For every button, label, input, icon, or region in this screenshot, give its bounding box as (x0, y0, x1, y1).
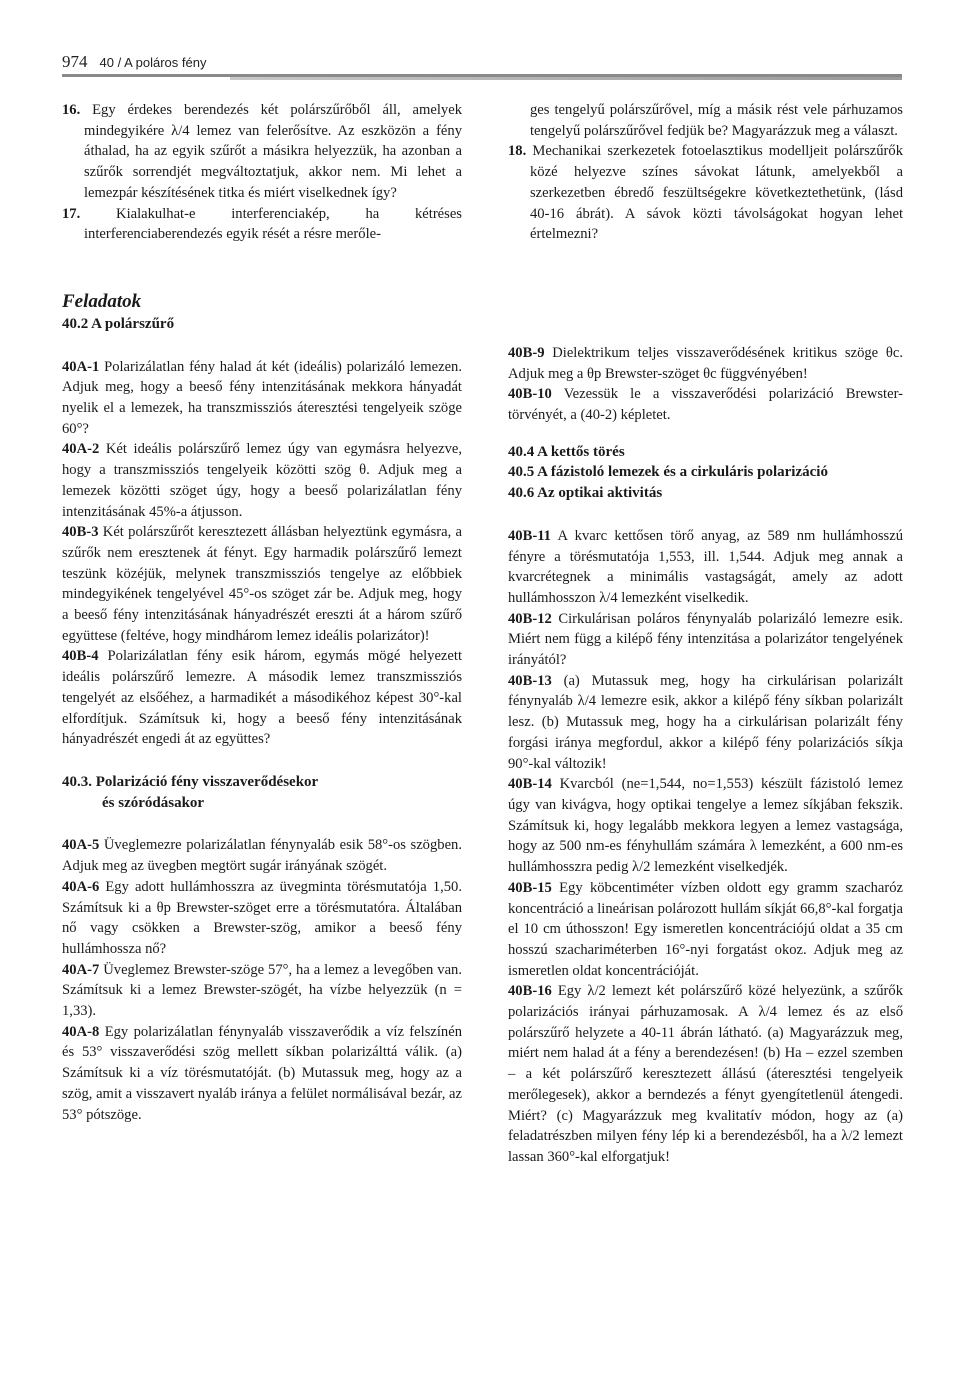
problem-text: Dielektrikum teljes visszaverődésének kritikus szöge θc. Adjuk meg a θp Brewster-szöget θc függvényében! (508, 344, 903, 382)
problem-id: 40A-5 (62, 837, 100, 854)
section-title-40-2: 40.2 A polárszűrő (62, 315, 175, 332)
problem-40B-11 (508, 526, 903, 609)
problem-text: Polarizálatlan fény halad át két (ideális) polarizáló lemezen. Adjuk meg, hogy a beeső fény intenzitásának mekkora hányadát nyelik el a lemezek, ha transzmissziós áteresztési tengelyeik szöge 60°? (62, 358, 462, 437)
problem-id: 40A-8 (62, 1023, 100, 1040)
question-17 (62, 204, 462, 245)
problem-id: 40B-14 (508, 776, 552, 793)
problem-text: Két ideális polárszűrő lemez úgy van egymásra helyezve, hogy a transzmissziós tengelyeik közötti szög θ. Adjuk meg a lemezek közötti szöget úgy, hogy a beeső polarizálatlan fény intenzitásának 45%-a átjusson. (62, 441, 462, 520)
section-title-40-5: 40.5 A fázistoló lemezek és a cirkuláris polarizáció (508, 464, 828, 481)
section-title-40-4: 40.4 A kettős törés (508, 443, 625, 460)
question-17-continued: ges tengelyű polárszűrővel, míg a másik rést vele párhuzamos tengelyű polárszűrővel fedjük be? Magyarázzuk meg a választ. (530, 102, 903, 139)
problem-40A-2 (62, 439, 462, 522)
question-number: 16. (62, 102, 81, 118)
problem-40B-10 (508, 384, 903, 425)
question-16 (62, 100, 462, 204)
section-title-40-3: 40.3. Polarizáció fény visszaverődésekor (62, 773, 319, 790)
section-title-40-3-cont: és szóródásakor (102, 794, 205, 811)
problem-40B-13 (508, 671, 903, 775)
problem-id: 40A-2 (62, 441, 100, 458)
problem-id: 40B-11 (508, 527, 551, 544)
problem-text: Polarizálatlan fény esik három, egymás mögé helyezett ideális polárszűrő lemezre. A második lemez transzmissziós tengelyét az elsőéhez, a harmadikét a másodikéhoz képest 30°-kal elfordítjuk. Számítsuk ki, hogy a beeső fény intenzitásának hányadrészét engedi át az együttes? (62, 648, 462, 748)
problem-text: (a) Mutassuk meg, hogy ha cirkulárisan polarizált fénynyaláb λ/4 lemezre esik, akkor a kilépő fény síkban polarizált lesz. (b) Mutassuk meg, hogy ha a cirkulárisan polarizált fény forgási iránya megfordul, akkor a kilépő fény polarizációs síkja 90°-kal változik! (508, 672, 903, 772)
problem-40B-14 (508, 774, 903, 878)
left-column (62, 100, 462, 1125)
problem-text: Kvarcból (ne=1,544, no=1,553) készült fázistoló lemez úgy van kivágva, hogy optikai tengelye a lemez síkjában fekszik. Számítsuk ki, hogy legalább mekkora legyen a lemez vastagsága, hogy az 500 nm-es fényhullám számára λ lemezként, a 600 nm-es hullámhosszra pedig λ/2 lemezként viselkedjék. (508, 776, 903, 876)
problem-id: 40B-10 (508, 386, 552, 403)
problem-text: Két polárszűrőt keresztezett állásban helyeztünk egymásra, a szűrők nem eresztenek át fényt. Egy harmadik polárszűrő lemezt teszünk közéjük, melynek transzmissziós tengelye az előbbiek mindegyikének tengelyével 45°-os szöget zár be. Adjuk meg, hogy a beeső fény intenzitásának hányadrészét ereszti át a három szűrő együttese (feltéve, hogy mindhárom lemez ideális polarizátor)! (62, 524, 462, 644)
problem-40B-12 (508, 609, 903, 671)
problem-id: 40B-3 (62, 524, 99, 541)
problem-text: Üveglemezre polarizálatlan fénynyaláb esik 58°-os szögben. Adjuk meg az üvegben megtört sugár irányának szögét. (62, 837, 462, 875)
problem-40A-6 (62, 877, 462, 960)
problem-40B-3 (62, 522, 462, 646)
problem-text: Egy polarizálatlan fénynyaláb visszaverődik a víz felszínén és 53° visszaverődési szög mellett síkban polarizálttá válik. (a) Számítsuk ki a víz törésmutatóját. (b) Mutassuk meg, hogy az a szög, amit a visszavert nyaláb iránya a felület normálisával bezár, az 53° pótszöge. (62, 1023, 462, 1123)
running-header (62, 52, 206, 72)
problem-text: Cirkulárisan poláros fénynyaláb polarizáló lemezre esik. Miért nem függ a kilépő fény intenzitása a polarizátor tengelyének irányától? (508, 610, 903, 669)
problem-id: 40B-4 (62, 648, 99, 665)
problem-id: 40B-15 (508, 879, 552, 896)
problem-40B-9 (508, 343, 903, 384)
problem-40B-4 (62, 646, 462, 750)
problem-id: 40B-16 (508, 983, 552, 1000)
problem-40A-7 (62, 960, 462, 1022)
running-title: 40 / A poláros fény (99, 55, 207, 70)
problem-text: Üveglemez Brewster-szöge 57°, ha a lemez a levegőben van. Számítsuk ki a lemez Brewster-szögét, ha vízbe helyezzük (n = 1,33). (62, 961, 462, 1020)
problem-text: Egy adott hullámhosszra az üvegminta törésmutatója 1,50. Számítsuk ki a θp Brewster-szöget erre a törésmutatóra. Általában nő vagy csökken a Brewster-szög, amikor a beeső fény hullámhossza nő? (62, 878, 462, 957)
problem-40B-15 (508, 878, 903, 982)
problem-40B-16 (508, 981, 903, 1167)
problem-id: 40B-13 (508, 672, 552, 689)
section-title-40-6: 40.6 Az optikai aktivitás (508, 485, 663, 502)
problem-40A-8 (62, 1022, 462, 1126)
problem-id: 40B-12 (508, 610, 552, 627)
question-number: 18. (508, 143, 527, 160)
page-number: 974 (62, 52, 88, 71)
section-heading-feladatok: Feladatok (62, 290, 142, 312)
problem-40A-5 (62, 835, 462, 876)
problem-text: Egy köbcentiméter vízben oldott egy gramm szacharóz koncentráció a lineárisan polározott hullám síkját 66,8°-kal forgatja el 10 cm úthosszon! Egy ismeretlen koncentrációjú oldat a 35 cm hosszú szachariméterben 16°-nyi forgatást okoz. Adjuk meg az ismeretlen oldat koncentrációját. (508, 879, 903, 979)
problem-text: Egy λ/2 lemezt két polárszűrő közé helyezünk, a szűrők polarizációs irányai párhuzamosak. A λ/4 lemez és az első polárszűrő helyzete a 40-11 ábrán látható. (a) Magyarázzuk meg, miért nem halad át a fény a berendezésen! (b) Ha – ezzel szemben – a két polárszűrő keresztezett állású (áteresztési tengelyeik merőlegesek), akkor a berndezés a fényt gyengítetlenül átengedi. Miért? (c) Magyarázzuk meg kvalitatív módon, hogy az (a) feladatrészben milyen fény lép ki a berendezésből, ha a λ/2 lemezt lassan 360°-kal elforgatjuk! (508, 983, 903, 1165)
problem-id: 40B-9 (508, 344, 545, 361)
right-column (508, 100, 903, 1168)
problem-id: 40A-7 (62, 961, 100, 978)
question-18 (508, 141, 903, 245)
problem-id: 40A-1 (62, 358, 100, 375)
header-shade-rule (230, 77, 902, 80)
question-text: Egy érdekes berendezés két polárszűrőből áll, amelyek mindegyikére λ/4 lemez van felerősítve. Az eszközön a fény áthalad, ha az egyik szűrőt a másikra helyezzük, ha azonban a szűrők sorrendjét megváltoztatjuk, akkor nem. Mi lehet a lemezpár készítésének titka és miért viselkednek így? (84, 102, 462, 201)
problem-text: A kvarc kettősen törő anyag, az 589 nm hullámhosszú fényre a törésmutatója 1,553, ill. 1,544. Adjuk meg annak a kvarcrétegnek a minimális vastagságát, amely az adott hullámhosszon λ/4 lemezként viselkedik. (508, 527, 904, 606)
question-text: Kialakulhat-e interferenciakép, ha kétréses interferenciaberendezés egyik rését a résre merőle- (84, 205, 462, 243)
question-number: 17. (62, 205, 81, 222)
question-text: Mechanikai szerkezetek fotoelasztikus modelljeit polárszűrők közé helyezve színes sávokat látunk, amelyekből a szerkezetben ébredő feszültségekre következtethetünk, (lásd 40-16 ábrát). A sávok közti távolságokat hogyan lehet értelmezni? (530, 143, 903, 243)
problem-id: 40A-6 (62, 878, 100, 895)
problem-text: Vezessük le a visszaverődési polarizáció Brewster-törvényét, a (40-2) képletet. (508, 386, 903, 424)
problem-40A-1 (62, 357, 462, 440)
